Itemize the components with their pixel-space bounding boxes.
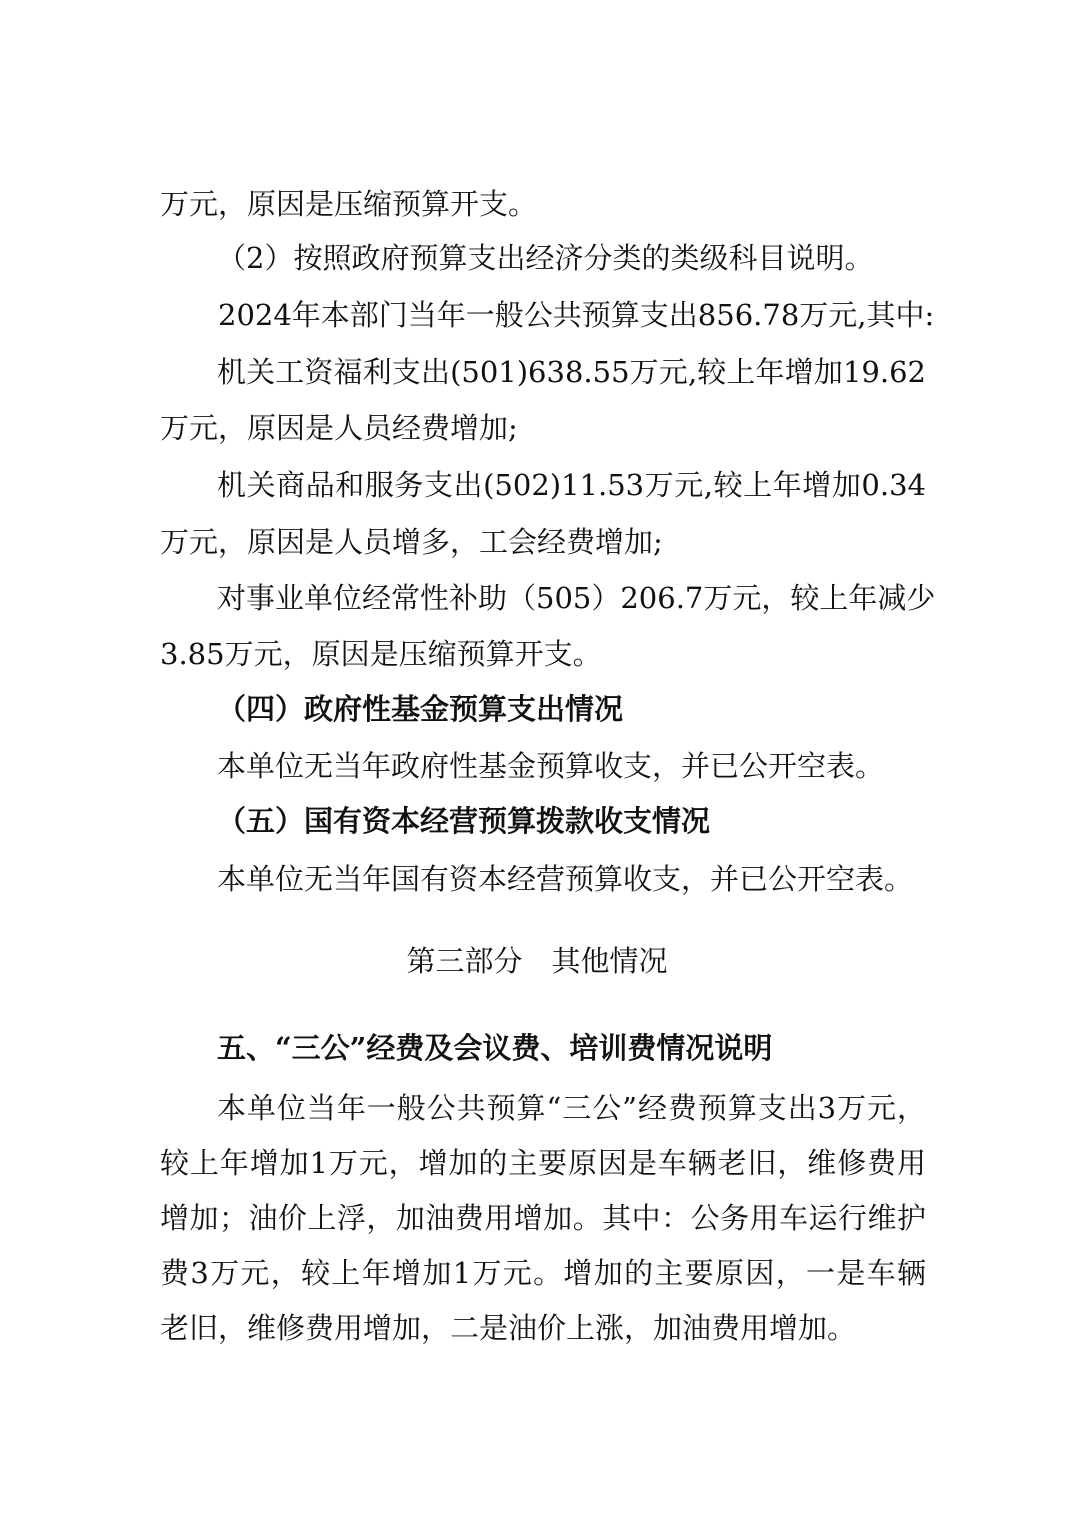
list-item-heading: （2）按照政府预算支出经济分类的类级科目说明。 — [217, 241, 874, 275]
paragraph-line: 2024年本部门当年一般公共预算支出856.78万元,其中: — [218, 298, 935, 332]
paragraph-line: 本单位无当年政府性基金预算收支，并已公开空表。 — [217, 749, 885, 783]
paragraph-line: 增加；油价上浮，加油费用增加。其中：公务用车运行维护 — [160, 1201, 926, 1235]
paragraph-line: 费3万元，较上年增加1万元。增加的主要原因，一是车辆 — [160, 1256, 926, 1290]
part-title: 第三部分 其他情况 — [406, 944, 668, 978]
section-heading: （四）政府性基金预算支出情况 — [217, 692, 624, 726]
paragraph-line: 3.85万元，原因是压缩预算开支。 — [160, 637, 602, 671]
paragraph-line: 对事业单位经常性补助（505）206.7万元，较上年减少 — [217, 581, 936, 615]
paragraph-line: 老旧，维修费用增加，二是油价上涨，加油费用增加。 — [160, 1311, 857, 1345]
paragraph-line: 机关商品和服务支出(502)11.53万元,较上年增加0.34 — [217, 468, 926, 502]
paragraph-line: 万元，原因是人员增多，工会经费增加; — [160, 525, 663, 559]
section-heading: 五、“三公”经费及会议费、培训费情况说明 — [217, 1031, 773, 1065]
paragraph-line: 较上年增加1万元，增加的主要原因是车辆老旧，维修费用 — [160, 1146, 926, 1180]
paragraph-line: 本单位当年一般公共预算“三公”经费预算支出3万元， — [217, 1091, 926, 1125]
section-heading: （五）国有资本经营预算拨款收支情况 — [217, 804, 711, 838]
paragraph-line: 万元，原因是人员经费增加; — [160, 411, 518, 445]
paragraph-line: 机关工资福利支出(501)638.55万元,较上年增加19.62 — [217, 355, 926, 389]
paragraph-line: 万元，原因是压缩预算开支。 — [160, 187, 538, 221]
paragraph-line: 本单位无当年国有资本经营预算收支，并已公开空表。 — [217, 862, 914, 896]
